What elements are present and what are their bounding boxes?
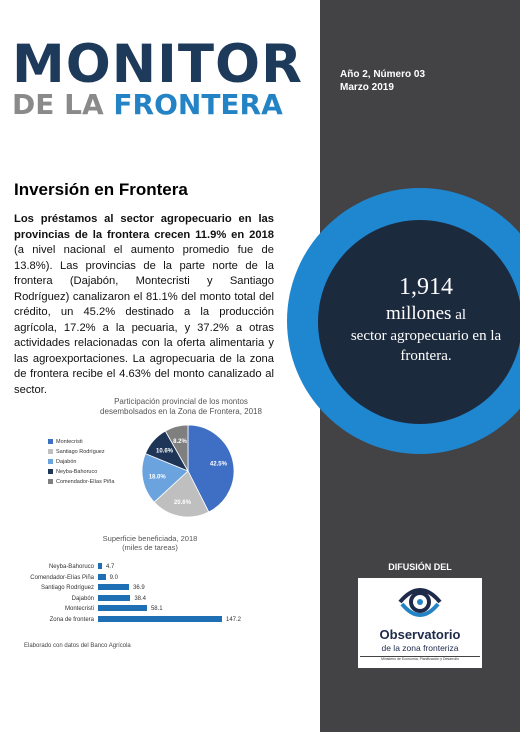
legend-label: Dajabón — [56, 459, 77, 465]
bar-chart-subtitle: (miles de tareas) — [122, 543, 178, 552]
bar-category-label: Zona de frontera — [49, 616, 94, 623]
highlight-number: 1,914 — [399, 274, 453, 300]
masthead-subtitle — [12, 89, 303, 121]
bar-chart-title — [60, 534, 240, 552]
bar — [98, 574, 106, 580]
legend-item — [48, 467, 114, 477]
bar-value-label: 4.7 — [105, 564, 115, 570]
legend-item — [48, 447, 114, 457]
highlight-unit-line — [348, 302, 504, 326]
lead-rest: (a nivel nacional el aumento promedio fue de 13.8%). Las provincias de la parte norte de la frontera (Dajabón, Montecristi y Santiago Rodríguez) canalizaron el 81.1% del monto total del crédito, un 45.2% destinado a la producción agrícola, 17.2% a la pecuaria, y 37.2% a otras actividades relacionadas con la oferta alimentaria y las agroexportaciones. La agropecuaria de la zona de frontera recibe el 4.63% del monto canalizado al sector. — [14, 244, 274, 396]
bar-value-label: 9.0 — [109, 574, 118, 581]
section-title: Inversión en Frontera — [14, 180, 188, 199]
bar — [98, 563, 102, 569]
masthead — [12, 34, 303, 121]
legend-item — [48, 437, 114, 447]
pie-slice-label: 10.6% — [156, 448, 174, 455]
legend-item — [48, 457, 114, 467]
logo-subtitle: de la zona fronteriza — [381, 643, 459, 653]
difusion-label: DIFUSIÓN DEL — [388, 562, 452, 572]
bar-chart-title-main: Superficie beneficiada, 2018 — [102, 534, 198, 543]
highlight-unit: millones — [385, 303, 452, 324]
issue-info — [340, 68, 425, 94]
legend-swatch — [48, 479, 53, 484]
bar-category-label: Comendador-Elías Piña — [30, 574, 94, 581]
pie-legend — [48, 437, 114, 487]
bar — [98, 616, 222, 622]
bar-category-label: Santiago Rodríguez — [40, 585, 94, 591]
bar-category-label: Montecristi — [64, 606, 94, 612]
masthead-subtitle-gray: DE LA — [12, 88, 114, 121]
legend-item — [48, 477, 114, 487]
lead-bold: Los préstamos al sector agropecuario en las provincias de la frontera crecen 11.9% en 2018 — [14, 213, 274, 241]
legend-label: Neyba-Bahoruco — [56, 469, 98, 475]
masthead-title: MONITOR — [12, 34, 303, 95]
highlight-stat — [348, 272, 504, 366]
bar-value-label: 58.1 — [150, 606, 163, 612]
lead-paragraph — [14, 212, 274, 398]
bar-value-label: 38.4 — [134, 595, 147, 602]
pie-slice-label: 42.5% — [209, 461, 227, 468]
legend-label: Comendador-Elías Piña — [56, 479, 115, 485]
bar-value-label: 36.9 — [133, 585, 145, 591]
pie-slice-label: 18.0% — [148, 474, 166, 481]
logo-ministry: Ministerio de Economía, Planificación y Desarrollo — [360, 656, 480, 662]
legend-label: Santiago Rodríguez — [56, 449, 105, 455]
pie-chart-title: Participación provincial de los montos desembolsados en la Zona de Frontera, 2018 — [100, 397, 262, 416]
legend-swatch — [48, 459, 53, 464]
bar — [98, 595, 130, 601]
source-note: Elaborado con datos del Banco Agrícola — [24, 643, 131, 649]
pie-slice-label: 20.6% — [173, 499, 191, 506]
legend-swatch — [48, 439, 53, 444]
bar-category-label: Dajabón — [71, 595, 94, 602]
pie-slice-label: 8.2% — [173, 438, 187, 445]
legend-swatch — [48, 469, 53, 474]
bar-value-label: 147.2 — [226, 616, 242, 623]
highlight-rest2: sector agropecuario en la frontera. — [350, 328, 502, 364]
masthead-subtitle-blue: FRONTERA — [113, 88, 283, 121]
issue-date: Marzo 2019 — [340, 82, 394, 93]
legend-label: Montecristi — [56, 439, 83, 445]
logo-title: Observatorio — [379, 627, 461, 642]
eye-logo-icon — [398, 580, 442, 626]
legend-swatch — [48, 449, 53, 454]
highlight-rest1: al — [451, 307, 467, 323]
bar — [98, 584, 129, 590]
bar-category-label: Neyba-Bahoruco — [48, 564, 94, 570]
pie-chart — [140, 423, 236, 519]
bar — [98, 605, 147, 611]
issue-number: Año 2, Número 03 — [340, 69, 426, 80]
